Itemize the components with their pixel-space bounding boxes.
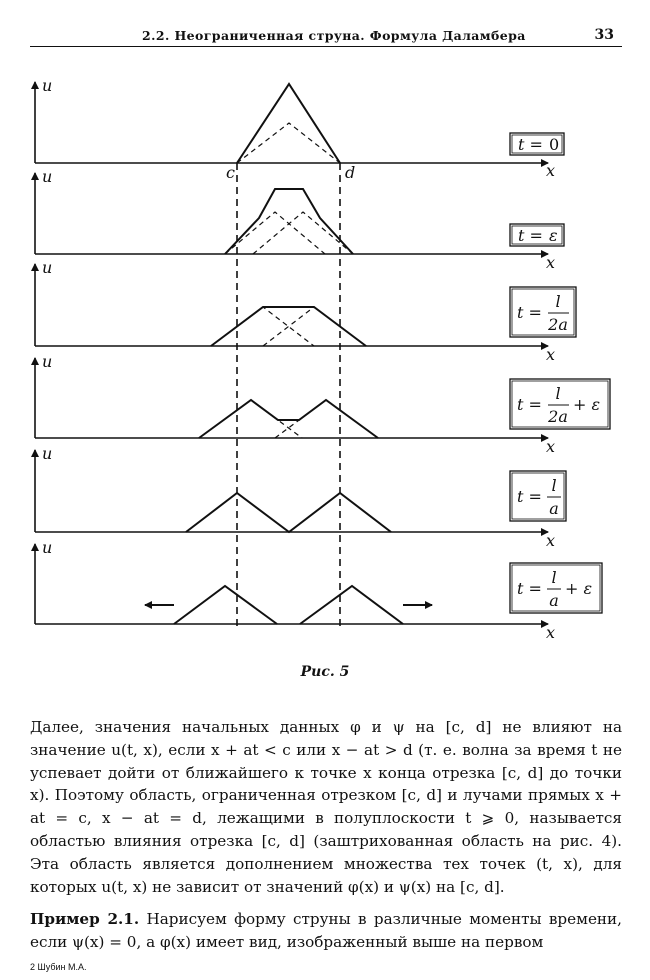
point-d-label: d — [345, 163, 356, 182]
label-t-l-2a-eps — [510, 379, 610, 429]
running-title: 2.2. Неограниченная струна. Формула Даламбера — [142, 28, 526, 43]
axis-x-5: x — [546, 531, 556, 550]
panel-t-l-a — [35, 450, 548, 532]
axis-x-1: x — [546, 161, 556, 180]
svg-text:a: a — [549, 591, 559, 610]
page-number: 33 — [594, 27, 614, 43]
svg-text:t =: t = — [518, 226, 543, 245]
svg-text:t =: t = — [517, 303, 542, 322]
label-t-l-a — [510, 471, 566, 521]
axis-x-4: x — [546, 437, 556, 456]
axis-x-2: x — [546, 253, 556, 272]
axis-u-4: u — [42, 352, 53, 371]
axis-x-6: x — [546, 623, 556, 642]
label-t-l-a-eps — [510, 563, 602, 613]
svg-text:l: l — [551, 568, 557, 587]
svg-text:l: l — [555, 292, 561, 311]
example-label: Пример 2.1. — [30, 910, 140, 928]
svg-text:t =: t = — [517, 579, 542, 598]
paragraph-1: Далее, значения начальных данных φ и ψ на [c, d] не влияют на значение u(t, x), если x + at < c или x − at > d (т. е. волна за время t не успевает дойти от ближайшего к точке x конца отрезка [c, d] до точки x). Поэтому область, ограниченная отрезком [c, d] и лучами прямых x + at = c, x − at = d, лежащими в полуплоскости t ⩾ 0, называется областью влияния отрезка [c, d] (заштрихованная область на рис. 4). Эта область является дополнением множества тех точек (t, x), для которых u(t, x) не зависит от значений φ(x) и ψ(x) на [c, d]. — [30, 718, 622, 896]
label-t-eps — [510, 224, 564, 246]
axis-u-6: u — [42, 538, 53, 557]
footer-signature: 2 Шубин М.А. — [30, 962, 87, 972]
panel-t-l-2a-eps — [35, 358, 548, 438]
svg-text:l: l — [555, 384, 561, 403]
label-t-l-2a — [510, 287, 576, 337]
svg-text:ε: ε — [549, 226, 558, 245]
example-text: Нарисуем форму струны в различные моменты времени, если ψ(x) = 0, а φ(x) имеет вид, изображенный выше на первом — [30, 910, 623, 951]
svg-text:l: l — [551, 476, 557, 495]
panel-t-eps — [35, 173, 548, 254]
axis-x-3: x — [546, 345, 556, 364]
axis-u-3: u — [42, 258, 53, 277]
panel-t0 — [35, 82, 548, 163]
axis-u-5: u — [42, 444, 53, 463]
svg-text:0: 0 — [549, 135, 560, 154]
svg-text:t =: t = — [517, 487, 542, 506]
svg-text:t =: t = — [518, 135, 543, 154]
svg-text:2a: 2a — [548, 407, 568, 426]
panel-t-l-2a — [35, 264, 548, 346]
axis-u-2: u — [42, 167, 53, 186]
svg-text:a: a — [549, 499, 559, 518]
figure-caption: Рис. 5 — [300, 664, 350, 680]
example-paragraph — [30, 908, 622, 954]
svg-text:t =: t = — [517, 395, 542, 414]
svg-text:+ ε: + ε — [573, 395, 601, 414]
svg-text:2a: 2a — [548, 315, 568, 334]
axis-u-1: u — [42, 76, 53, 95]
point-c-label: c — [226, 163, 235, 182]
panel-t-l-a-eps — [35, 544, 548, 624]
label-t0 — [510, 133, 564, 155]
svg-text:+ ε: + ε — [565, 579, 593, 598]
